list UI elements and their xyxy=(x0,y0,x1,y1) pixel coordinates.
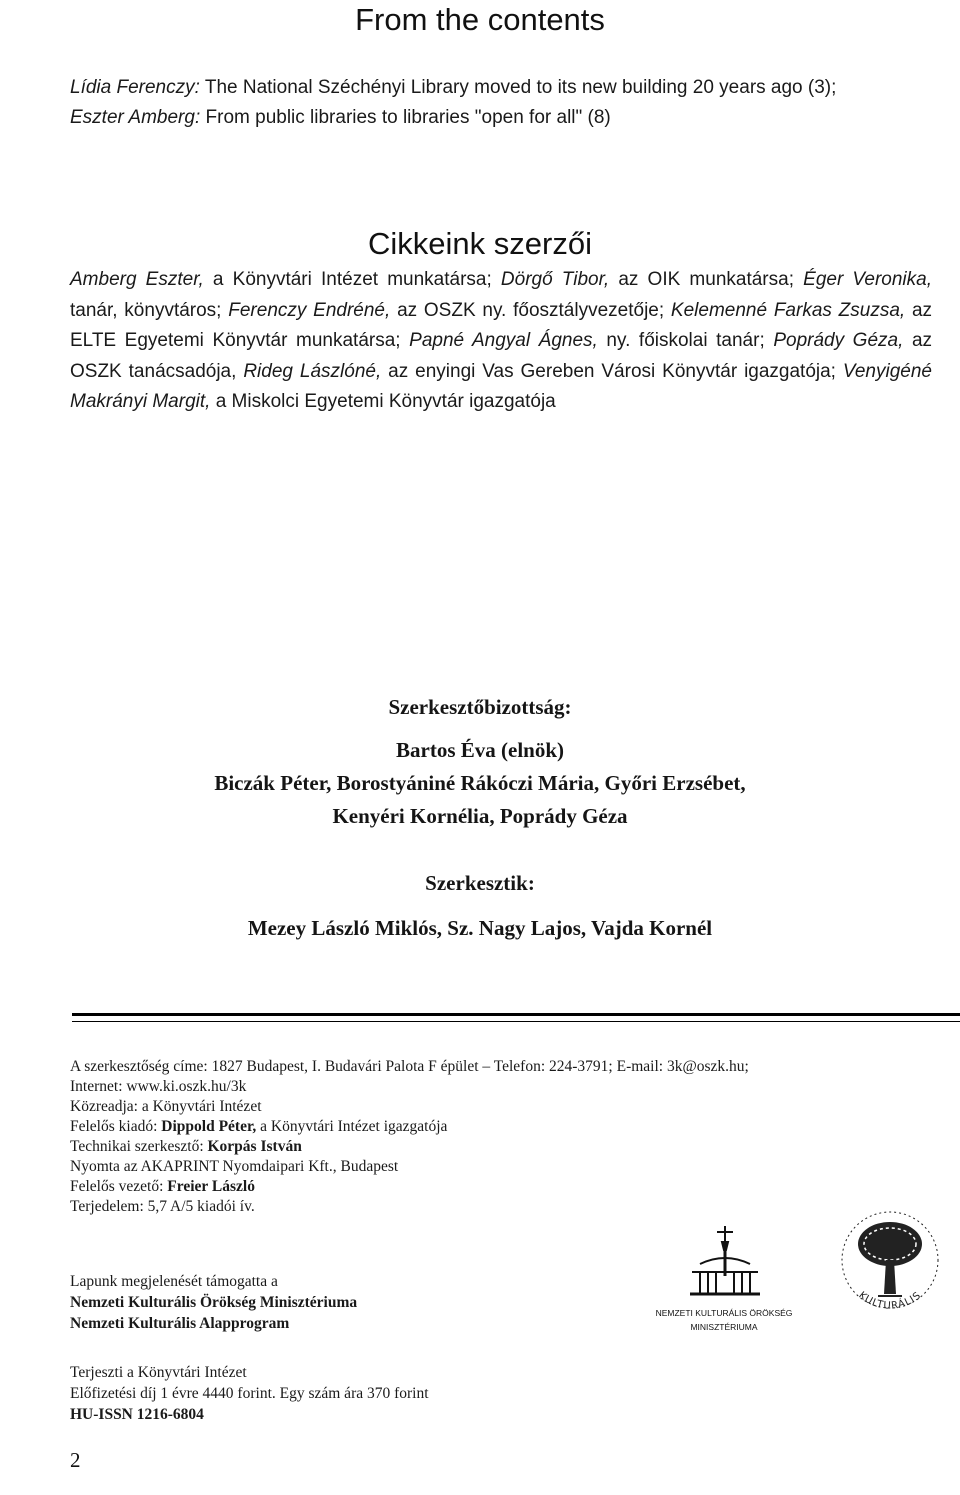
author-role: ny. főiskolai tanár; xyxy=(606,330,765,352)
support-intro: Lapunk megjelenését támogatta a xyxy=(70,1273,278,1290)
tech-editor-line xyxy=(70,1137,960,1157)
editors-names: Mezey László Miklós, Sz. Nagy Lajos, Vajda Kornél xyxy=(247,916,713,940)
divider-thin xyxy=(72,1021,960,1022)
extent: Terjedelem: 5,7 A/5 kiadói ív. xyxy=(70,1198,255,1215)
author-name: Amberg Eszter, xyxy=(70,269,204,290)
tech-editor-label: Technikai szerkesztő: xyxy=(70,1138,204,1155)
issn: HU-ISSN 1216-6804 xyxy=(70,1406,204,1423)
seal-text: KULTURÁLIS xyxy=(856,1289,924,1312)
subscription-price: Előfizetési díj 1 évre 4440 forint. Egy szám ára 370 forint xyxy=(70,1385,429,1402)
heritage-seal xyxy=(828,1198,952,1328)
tech-editor-name: Korpás István xyxy=(207,1138,302,1155)
internet-address: Internet: www.ki.oszk.hu/3k xyxy=(70,1078,247,1095)
ministry-emblem-icon xyxy=(670,1222,780,1306)
ministry-logo xyxy=(630,1222,818,1340)
author-role: az OSZK ny. főosztályvezetője; xyxy=(397,299,665,321)
author-role: tanár, könyvtáros; xyxy=(70,299,222,321)
divider-thick xyxy=(72,1013,960,1016)
contents-entry xyxy=(70,103,932,133)
author-name: Ferenczy Endréné, xyxy=(228,299,391,321)
entry-title: The National Széchényi Library moved to its new building 20 years ago (3); xyxy=(204,77,837,98)
board-chair: Bartos Éva (elnök) xyxy=(396,738,564,762)
author-role: a Miskolci Egyetemi Könyvtár igazgatója xyxy=(215,391,556,413)
author-name: Kelemenné Farkas Zsuzsa, xyxy=(670,299,906,321)
author-role: az enyingi Vas Gereben Városi Könyvtár igazgatója; xyxy=(388,360,836,382)
contents-list xyxy=(70,73,932,133)
publisher-line xyxy=(70,1117,960,1137)
editorial-address: A szerkesztőség címe: 1827 Budapest, I. Budavári Palota F épület – Telefon: 224-3791; E-mail: 3k@oszk.hu; xyxy=(70,1058,749,1075)
ministry-name-line1: NEMZETI KULTURÁLIS ÖRÖKSÉG xyxy=(655,1308,793,1318)
contents-heading: From the contents xyxy=(355,2,605,37)
author-name: Dörgő Tibor, xyxy=(500,269,610,290)
author-name: Poprády Géza, xyxy=(773,330,904,352)
support xyxy=(70,1271,960,1334)
publisher-label: Felelős kiadó: xyxy=(70,1118,158,1135)
published-by: Közreadja: a Könyvtári Intézet xyxy=(70,1098,262,1115)
ministry-name-line2: MINISZTÉRIUMA xyxy=(690,1322,758,1332)
manager-label: Felelős vezető: xyxy=(70,1178,164,1195)
contents-entry xyxy=(70,73,932,103)
publisher-name: Dippold Péter, xyxy=(161,1118,257,1135)
distributor: Terjeszti a Könyvtári Intézet xyxy=(70,1364,247,1381)
publisher-role: a Könyvtári Intézet igazgatója xyxy=(260,1118,448,1135)
manager-name: Freier László xyxy=(167,1178,255,1195)
sponsor-ministry: Nemzeti Kulturális Örökség Minisztériuma xyxy=(70,1294,358,1311)
sponsor-fund: Nemzeti Kulturális Alapprogram xyxy=(70,1315,290,1332)
entry-title: From public libraries to libraries "open for all" (8) xyxy=(205,107,611,128)
distribution xyxy=(70,1362,960,1425)
author-name: Éger Veronika, xyxy=(803,269,932,290)
author-role: az OIK munkatársa; xyxy=(618,269,794,290)
entry-author: Lídia Ferenczy: xyxy=(70,77,200,98)
author-role: az ELTE Egyetemi Könyvtár munkatársa; xyxy=(70,299,933,352)
author-name: Papné Angyal Ágnes, xyxy=(409,330,598,352)
printer: Nyomta az AKAPRINT Nyomdaipari Kft., Budapest xyxy=(70,1158,399,1175)
board-members: Kenyéri Kornélia, Poprády Géza xyxy=(332,804,628,828)
board-title: Szerkesztőbizottság: xyxy=(388,695,572,719)
authors-heading: Cikkeink szerzői xyxy=(368,226,592,261)
editors xyxy=(0,867,960,945)
author-name: Rideg Lászlóné, xyxy=(243,360,382,382)
board-members: Biczák Péter, Borostyániné Rákóczi Mária, Győri Erzsébet, xyxy=(214,771,746,795)
imprint xyxy=(70,1057,960,1217)
author-role: a Könyvtári Intézet munkatársa; xyxy=(212,269,492,290)
editors-title: Szerkesztik: xyxy=(425,871,535,895)
manager-line xyxy=(70,1177,960,1197)
page-number: 2 xyxy=(70,1448,81,1472)
ministry-name xyxy=(630,1306,818,1334)
authors-list xyxy=(70,265,932,418)
editorial-board xyxy=(0,691,960,833)
author-role: az OSZK tanácsadója, xyxy=(70,330,933,382)
author-name: Venyigéné Makrányi Margit, xyxy=(70,360,932,413)
entry-author: Eszter Amberg: xyxy=(70,107,201,128)
heritage-tree-seal-icon xyxy=(828,1198,952,1328)
